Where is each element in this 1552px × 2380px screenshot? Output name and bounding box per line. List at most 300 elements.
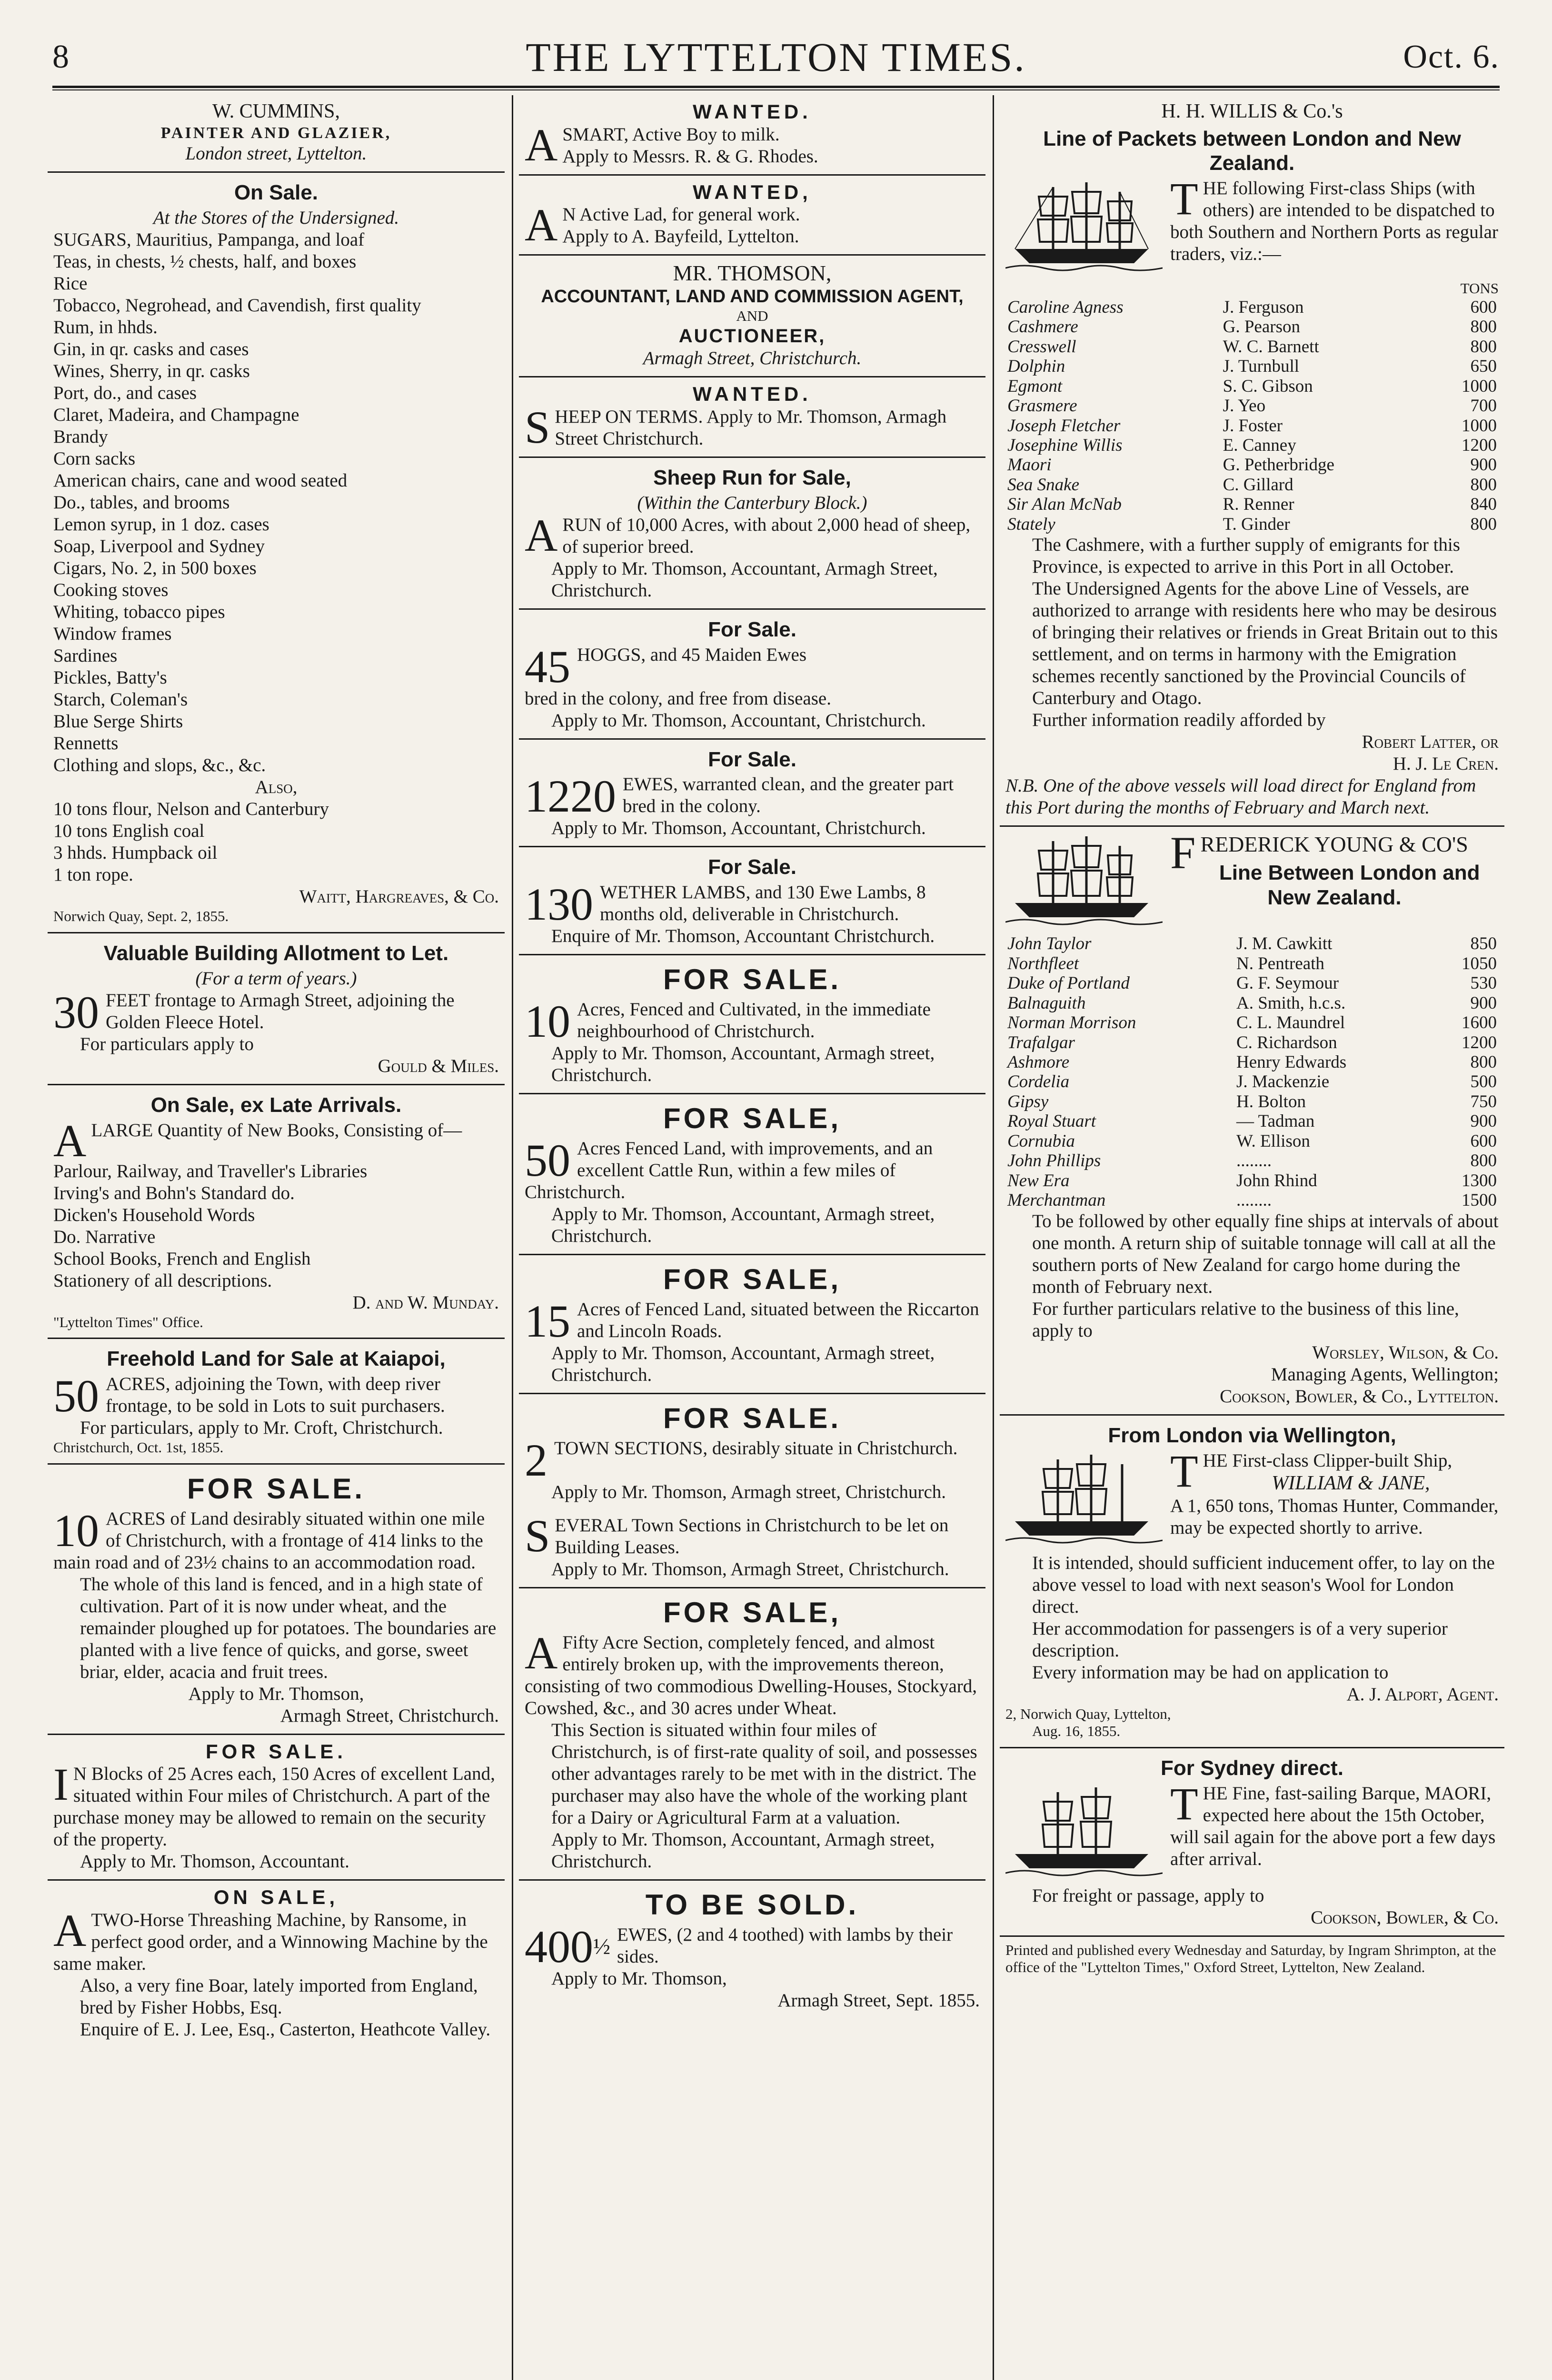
goods-item: Do., tables, and brooms: [53, 492, 230, 513]
ship-master: C. L. Maundrel: [1236, 1013, 1345, 1033]
sailing-ship-icon: [1005, 832, 1163, 927]
ship-tons: 650: [1470, 357, 1497, 377]
goods-item: Brandy: [53, 426, 108, 447]
ship-row: [1005, 515, 1499, 534]
ship-tons: 1300: [1462, 1170, 1497, 1190]
ad-kaiapoi: [48, 1339, 505, 1465]
ship-tons: 800: [1470, 317, 1497, 337]
ship-row: [1005, 475, 1499, 495]
goods-item: Rennetts: [53, 733, 119, 754]
ship-name: Cornubia: [1007, 1131, 1075, 1151]
ad-text: For particulars, apply to Mr. Croft, Christchurch.: [80, 1418, 443, 1438]
advertiser-name: W. CUMMINS,: [212, 100, 340, 122]
ad-apply: Apply to Mr. Thomson, Accountant.: [80, 1851, 349, 1872]
advertiser-and: AND: [736, 307, 768, 325]
advertiser-role: AUCTIONEER,: [678, 325, 826, 347]
ship-row: [1005, 1033, 1499, 1052]
ship-tons: 840: [1470, 495, 1497, 515]
ad-title: TO BE SOLD.: [645, 1888, 859, 1921]
ad-signature: A. J. Alport, Agent.: [1346, 1684, 1499, 1705]
ship-name: Cresswell: [1007, 337, 1076, 357]
ship-name: Stately: [1007, 514, 1055, 534]
ship-row: [1005, 455, 1499, 475]
lead-number: 50: [53, 1370, 99, 1422]
ship-tons: 1000: [1462, 416, 1497, 436]
ship-illustration-icon: [1005, 832, 1163, 932]
goods-item: Rum, in hhds.: [53, 317, 158, 337]
ship-row: [1005, 1171, 1499, 1190]
ship-name: Northfleet: [1007, 953, 1079, 973]
ad-text: The Undersigned Agents for the above Line of Vessels, are authorized to arrange with residents here who may be desirous of bringing their relatives or friends in Great Britain out to this settlement, and on terms in harmony with the Emigration schemes recently sanctioned by the Provincial Councils of Canterbury and Otago.: [1032, 578, 1498, 709]
ad-to-be-sold: [519, 1881, 985, 2018]
ship-master: T. Ginder: [1223, 514, 1290, 534]
goods-item: Teas, in chests, ½ chests, half, and boxes: [53, 251, 357, 272]
ship-tons: 900: [1470, 1111, 1497, 1131]
ad-text: ACRES of Land desirably situated within one mile of Christchurch, with a frontage of 414 links to the main road and of 23½ chains to an accommodation road.: [53, 1508, 485, 1573]
ad-note: N.B. One of the above vessels will load direct for England from this Port during the months of February and March next.: [1005, 775, 1476, 818]
ship-name: Gipsy: [1007, 1091, 1049, 1111]
ship-name: Cordelia: [1007, 1072, 1070, 1092]
imprint: Printed and published every Wednesday and Saturday, by Ingram Shrimpton, at the office of the "Lyttelton Times," Oxford Street, Lyttelton, New Zealand.: [1005, 1941, 1496, 1976]
ship-master: — Tadman: [1236, 1111, 1315, 1131]
ship-master: J. Yeo: [1223, 396, 1266, 416]
drop-cap: I: [53, 1759, 69, 1810]
column-1: [48, 95, 505, 2380]
lead-number: 45: [525, 641, 570, 692]
lead-number: 10: [525, 996, 570, 1047]
advertiser-role: ACCOUNTANT, LAND AND COMMISSION AGENT,: [541, 287, 964, 307]
ship-name: Trafalgar: [1007, 1032, 1075, 1052]
goods-item: Corn sacks: [53, 448, 136, 469]
ship-row: [1005, 416, 1499, 436]
ad-signature: Cookson, Bowler, & Co., Lyttelton.: [1220, 1386, 1499, 1407]
ad-text: To be followed by other equally fine ships at intervals of about one month. A return ship of suitable tonnage will call at all the southern ports of New Zealand for cargo home during the month of February next.: [1032, 1210, 1499, 1297]
ship-master: W. C. Barnett: [1223, 337, 1319, 357]
ad-text: HOGGS, and 45 Maiden Ewes: [577, 644, 807, 665]
ad-text: HE Fine, fast-sailing Barque, MAORI, expected here about the 15th October, will sail again for the above port a few days after arrival.: [1170, 1783, 1496, 1869]
goods-item: 10 tons flour, Nelson and Canterbury: [53, 799, 329, 819]
ad-apply: Enquire of Mr. Thomson, Accountant Christchurch.: [551, 926, 935, 947]
ship-tons: 800: [1470, 337, 1497, 357]
ad-books: [48, 1085, 505, 1339]
ship-name: Maori: [1007, 455, 1052, 475]
lead-number: 30: [53, 986, 99, 1038]
advertiser-name: H. H. WILLIS & Co.'s: [1161, 100, 1343, 122]
ad-title: FOR SALE.: [663, 963, 841, 996]
ad-title: FOR SALE.: [187, 1472, 365, 1505]
ad-subtitle: At the Stores of the Undersigned.: [153, 207, 399, 228]
ad-title: ON SALE,: [213, 1886, 339, 1909]
ad-on-sale-stores: [48, 173, 505, 933]
ship-row: [1005, 337, 1499, 357]
drop-cap: A: [53, 1904, 87, 1956]
ad-fifteen-acres: [519, 1255, 985, 1394]
ship-row: [1005, 377, 1499, 396]
ad-text: This Section is situated within four miles of Christchurch, is of first-rate quality of soil, and possesses other advantages rarely to be met with in the district. The purchaser may also have the whole of the working plant for a Dairy or Agricultural Farm at a valuation.: [551, 1719, 977, 1828]
ad-willis-packets: [1000, 95, 1504, 827]
book-list: [53, 1160, 499, 1292]
goods-item: Claret, Madeira, and Champagne: [53, 404, 299, 425]
ad-text: bred in the colony, and free from disease.: [525, 688, 831, 709]
ship-table: [1005, 298, 1499, 534]
goods-item: 3 hhds. Humpback oil: [53, 843, 218, 863]
ad-title: Line Between London and New Zealand.: [1219, 861, 1480, 909]
ad-text: EWES, (2 and 4 toothed) with lambs by their sides.: [617, 1924, 953, 1967]
ad-apply: Apply to Mr. Thomson, Accountant, Christchurch.: [551, 818, 926, 839]
ad-apply: Apply to Mr. Thomson,: [188, 1683, 364, 1704]
ship-illustration-icon: [1005, 178, 1163, 278]
ad-apply: Apply to Mr. Thomson, Accountant, Christchurch.: [551, 710, 926, 731]
ad-text: FEET frontage to Armagh Street, adjoining the Golden Fleece Hotel.: [106, 990, 455, 1032]
ship-master: W. Ellison: [1236, 1131, 1310, 1151]
ship-master: J. Turnbull: [1223, 357, 1300, 377]
ship-master: E. Canney: [1223, 436, 1296, 456]
ad-text: Her accommodation for passengers is of a very superior description.: [1032, 1618, 1448, 1661]
sailing-ship-icon: [1005, 1450, 1163, 1545]
ship-name: Ashmore: [1007, 1052, 1070, 1072]
ad-signature: Gould & Miles.: [378, 1055, 499, 1076]
book-item: Irving's and Bohn's Standard do.: [53, 1182, 295, 1203]
ad-title: WANTED,: [693, 180, 812, 203]
ship-master: C. Gillard: [1223, 475, 1293, 495]
ad-apply: Apply to Mr. Thomson, Accountant, Armagh street, Christchurch.: [551, 1043, 935, 1086]
ad-apply: Apply to Mr. Thomson, Accountant, Armagh street, Christchurch.: [551, 1204, 935, 1247]
ship-master: ........: [1236, 1190, 1272, 1210]
ad-dateline: Norwich Quay, Sept. 2, 1855.: [53, 908, 229, 925]
ad-text: The Cashmere, with a further supply of emigrants for this Province, is expected to arrive in this Port in all October.: [1032, 535, 1460, 577]
ship-master: ........: [1236, 1151, 1272, 1171]
ad-signature: Waitt, Hargreaves, & Co.: [299, 886, 499, 907]
goods-item: Sardines: [53, 645, 118, 666]
ad-several-sections: [519, 1510, 985, 1588]
goods-item: Port, do., and cases: [53, 382, 197, 403]
ad-text: WETHER LAMBS, and 130 Ewe Lambs, 8 months old, deliverable in Christchurch.: [600, 882, 926, 925]
lead-number: 130: [525, 879, 593, 930]
also-label: Also,: [255, 776, 298, 797]
ad-text: The whole of this land is fenced, and in a high state of cultivation. Part of it is now under wheat, and the remainder ploughed up for potatoes. The boundaries are planted with a live fence of quicks, and gorse, sweet briar, elder, acacia and fruit trees.: [80, 1574, 497, 1682]
ship-row: [1005, 1111, 1499, 1131]
lead-number-fraction: ½: [593, 1934, 610, 1959]
ship-master: H. Bolton: [1236, 1091, 1306, 1111]
ad-apply: Apply to Mr. Thomson,: [551, 1968, 727, 1989]
ad-wanted-boy: [519, 95, 985, 176]
goods-item: 10 tons English coal: [53, 821, 205, 842]
ad-title: Valuable Building Allotment to Let.: [103, 941, 449, 965]
ship-row: [1005, 973, 1499, 993]
ad-title: FOR SALE,: [663, 1263, 841, 1296]
advertiser-name: MR. THOMSON,: [673, 261, 832, 286]
ad-two-town-sections: [519, 1394, 985, 1510]
ad-address: Armagh Street, Christchurch.: [280, 1705, 499, 1726]
drop-cap: T: [1170, 173, 1198, 225]
ship-row: [1005, 357, 1499, 376]
column-3: [1000, 95, 1504, 2380]
ad-text: TOWN SECTIONS, desirably situate in Christchurch.: [554, 1438, 958, 1458]
ad-thrashing-machine: [48, 1881, 505, 2047]
advertiser-name: REDERICK YOUNG & CO'S: [1200, 832, 1468, 857]
ship-row: [1005, 436, 1499, 455]
ship-illustration-icon: [1005, 1450, 1163, 1550]
ad-text: ACRES, adjoining the Town, with deep river frontage, to be sold in Lots to suit purchasers.: [106, 1374, 445, 1417]
goods-item: Starch, Coleman's: [53, 689, 188, 710]
ad-title: WANTED.: [693, 100, 812, 123]
ship-name: Dolphin: [1007, 357, 1065, 377]
ship-name: Joseph Fletcher: [1007, 416, 1121, 436]
ad-title: For Sale.: [708, 617, 796, 641]
ad-title: FOR SALE,: [663, 1102, 841, 1135]
ad-title: For Sydney direct.: [1161, 1756, 1343, 1780]
ship-name: Cashmere: [1007, 317, 1078, 337]
goods-item: Lemon syrup, in 1 doz. cases: [53, 514, 269, 535]
goods-item: Cooking stoves: [53, 579, 169, 600]
ship-table: [1005, 934, 1499, 1210]
ad-title: FOR SALE.: [205, 1740, 347, 1763]
ship-tons: 800: [1470, 1151, 1497, 1171]
ship-tons: 800: [1470, 514, 1497, 534]
ad-title: Line of Packets between London and New Zealand.: [1043, 127, 1461, 175]
ship-master: A. Smith, h.c.s.: [1236, 993, 1346, 1013]
ship-name: Merchantman: [1007, 1190, 1106, 1210]
goods-item: SUGARS, Mauritius, Pampanga, and loaf: [53, 229, 365, 250]
ad-text: HE First-class Clipper-built Ship,: [1203, 1450, 1453, 1471]
ad-text: TWO-Horse Threashing Machine, by Ransome, in perfect good order, and a Winnowing Machine by the same maker.: [53, 1909, 488, 1974]
ad-fifty-acre-section: [519, 1588, 985, 1881]
goods-list-also: [53, 798, 499, 886]
ship-name: Norman Morrison: [1007, 1013, 1136, 1033]
ad-text: Acres of Fenced Land, situated between the Riccarton and Lincoln Roads.: [577, 1299, 979, 1341]
issue-date: Oct. 6.: [1403, 39, 1500, 75]
ad-apply: Apply to Mr. Thomson, Accountant, Armagh Street, Christchurch.: [551, 558, 938, 601]
ad-ten-acres: [48, 1465, 505, 1735]
masthead-rule: [52, 89, 1500, 90]
ad-text: Fifty Acre Section, completely fenced, and almost entirely broken up, with the improvements thereon, consisting of two commodious Dwelling-Houses, Stockyard, Cowshed, &c., and 30 acres under Wheat.: [525, 1632, 977, 1718]
ship-row: [1005, 495, 1499, 514]
ship-master: G. F. Seymour: [1236, 973, 1339, 993]
ship-tons: 900: [1470, 455, 1497, 475]
ad-dateline: "Lyttelton Times" Office.: [53, 1313, 203, 1330]
ad-apply: Apply to Mr. Thomson, Accountant, Armagh street, Christchurch.: [551, 1829, 935, 1872]
ad-text: Every information may be had on application to: [1032, 1662, 1389, 1683]
ad-text: RUN of 10,000 Acres, with about 2,000 head of sheep, of superior breed.: [562, 514, 971, 557]
ad-title: On Sale, ex Late Arrivals.: [150, 1093, 402, 1117]
ad-title: Sheep Run for Sale,: [653, 466, 851, 489]
ad-text: Also, a very fine Boar, lately imported from England, bred by Fisher Hobbs, Esq.: [80, 1975, 478, 2018]
book-item: Dicken's Household Words: [53, 1204, 255, 1225]
ship-name: Royal Stuart: [1007, 1111, 1096, 1131]
ship-tons: 800: [1470, 1052, 1497, 1072]
ship-row: [1005, 993, 1499, 1013]
ship-tons: 700: [1470, 396, 1497, 416]
ad-title: FOR SALE.: [663, 1402, 841, 1435]
ad-address: Armagh Street, Sept. 1855.: [777, 1990, 980, 2011]
column-divider: [993, 95, 994, 2380]
drop-cap: A: [53, 1115, 87, 1166]
ad-dateline: Aug. 16, 1855.: [1032, 1723, 1121, 1740]
ship-name: Duke of Portland: [1007, 973, 1130, 993]
lead-number: 15: [525, 1295, 570, 1347]
ship-tons: 850: [1470, 934, 1497, 954]
drop-cap: A: [525, 1627, 558, 1678]
ship-tons: 750: [1470, 1091, 1497, 1111]
ad-cummins: [48, 95, 505, 173]
ad-text: Acres Fenced Land, with improvements, and an excellent Cattle Run, within a few miles of Christchurch.: [525, 1138, 933, 1203]
ship-master: G. Petherbridge: [1223, 455, 1334, 475]
ship-row: [1005, 954, 1499, 973]
ad-text: HE following First-class Ships (with others) are intended to be dispatched to both Southern and Northern Ports as regular traders, viz.:—: [1170, 178, 1498, 265]
ship-row: [1005, 396, 1499, 416]
goods-item: Whiting, tobacco pipes: [53, 601, 225, 622]
ad-title: WANTED.: [693, 383, 812, 406]
ship-tons: 1200: [1462, 436, 1497, 456]
ad-signature: Managing Agents, Wellington;: [1271, 1364, 1499, 1385]
ad-text: SMART, Active Boy to milk.: [562, 124, 780, 145]
column-2: [519, 95, 985, 2380]
ship-row: [1005, 1092, 1499, 1111]
tons-label: TONS: [1460, 280, 1499, 297]
ship-name: Egmont: [1007, 376, 1063, 396]
ship-name: Caroline Agness: [1007, 297, 1124, 317]
ship-master: J. Mackenzie: [1236, 1072, 1330, 1092]
ad-fifty-acres: [519, 1094, 985, 1255]
ad-apply: Apply to Mr. Thomson, Accountant, Armagh street, Christchurch.: [551, 1343, 935, 1386]
ad-text: EWES, warranted clean, and the greater part bred in the colony.: [623, 774, 954, 817]
goods-item: Cigars, No. 2, in 500 boxes: [53, 557, 257, 578]
goods-item: Gin, in qr. casks and cases: [53, 338, 249, 359]
ad-1220-ewes: [519, 740, 985, 848]
ad-text: N Blocks of 25 Acres each, 150 Acres of excellent Land, situated within Four miles of Christchurch. A part of the purchase money may be allowed to remain on the security of the property.: [53, 1764, 495, 1850]
ad-ten-fenced: [519, 955, 985, 1094]
ship-tons: 1600: [1462, 1013, 1497, 1033]
ad-text: It is intended, should sufficient inducement offer, to lay on the above vessel to load with next season's Wool for London direct.: [1032, 1552, 1495, 1617]
ship-master: J. M. Cawkitt: [1236, 934, 1333, 954]
ad-william-and-jane: [1000, 1416, 1504, 1748]
ad-subtitle: (For a term of years.): [195, 968, 357, 989]
drop-cap: S: [525, 401, 550, 453]
ship-row: [1005, 1013, 1499, 1032]
ad-dateline: Christchurch, Oct. 1st, 1855.: [53, 1439, 224, 1456]
ad-text: LARGE Quantity of New Books, Consisting of—: [91, 1120, 462, 1140]
drop-cap: T: [1170, 1778, 1198, 1829]
ad-apply: Apply to Messrs. R. & G. Rhodes.: [562, 146, 818, 167]
ad-title: From London via Wellington,: [1108, 1423, 1396, 1447]
ship-name: WILLIAM & JANE,: [1272, 1472, 1430, 1494]
ad-wanted-sheep: [519, 377, 985, 458]
ship-row: [1005, 298, 1499, 317]
ad-sydney-direct: [1000, 1748, 1504, 1937]
ad-text: For particulars apply to: [80, 1033, 254, 1054]
ad-sheep-run: [519, 458, 985, 610]
ad-thomson-card: [519, 256, 985, 377]
drop-cap: S: [525, 1510, 550, 1561]
ship-name: John Phillips: [1007, 1151, 1101, 1171]
ad-text: Acres, Fenced and Cultivated, in the immediate neighbourhood of Christchurch.: [577, 999, 931, 1042]
ship-name: Balnaguith: [1007, 993, 1086, 1013]
book-item: Do. Narrative: [53, 1226, 156, 1247]
goods-item: Rice: [53, 273, 88, 294]
ship-tons: 800: [1470, 475, 1497, 495]
ad-apply: Apply to A. Bayfeild, Lyttelton.: [562, 226, 799, 247]
ship-row: [1005, 317, 1499, 337]
advertiser-address: London street, Lyttelton.: [185, 143, 367, 164]
book-item: Parlour, Railway, and Traveller's Libraries: [53, 1160, 368, 1181]
ad-signature: Robert Latter, or: [1362, 732, 1499, 753]
drop-cap: T: [1170, 1445, 1198, 1497]
goods-item: 1 ton rope.: [53, 864, 133, 885]
column-divider: [512, 95, 513, 2380]
ship-tons: 1050: [1462, 953, 1497, 973]
ad-text: Further information readily afforded by: [1032, 710, 1326, 731]
ship-master: C. Richardson: [1236, 1032, 1337, 1052]
goods-list: [53, 229, 499, 776]
ship-name: Grasmere: [1007, 396, 1077, 416]
ad-text: Enquire of E. J. Lee, Esq., Casterton, Heathcote Valley.: [80, 2019, 491, 2040]
lead-number-value: 400: [525, 1921, 593, 1972]
goods-item: Pickles, Batty's: [53, 667, 167, 688]
ship-row: [1005, 934, 1499, 953]
ship-master: John Rhind: [1236, 1170, 1317, 1190]
ad-title: For Sale.: [708, 747, 796, 771]
ad-title: On Sale.: [234, 180, 318, 204]
sailing-ship-icon: [1005, 1783, 1163, 1878]
ad-text: N Active Lad, for general work.: [562, 204, 800, 225]
ship-illustration-icon: [1005, 1783, 1163, 1883]
ad-title: For Sale.: [708, 855, 796, 879]
ad-building-allotment: [48, 933, 505, 1085]
ship-name: Sea Snake: [1007, 475, 1080, 495]
ship-row: [1005, 1151, 1499, 1170]
ship-name: Josephine Willis: [1007, 436, 1123, 456]
ship-tons: 1500: [1462, 1190, 1497, 1210]
goods-item: Soap, Liverpool and Sydney: [53, 536, 265, 556]
ship-tons: 600: [1470, 1131, 1497, 1151]
drop-cap: A: [525, 119, 558, 170]
ship-name: Sir Alan McNab: [1007, 495, 1122, 515]
ship-master: N. Pentreath: [1236, 953, 1324, 973]
ad-text: For further particulars relative to the business of this line, apply to: [1032, 1298, 1459, 1341]
ad-signature: Cookson, Bowler, & Co.: [1311, 1907, 1499, 1928]
ad-signature: D. and W. Munday.: [352, 1292, 499, 1313]
ship-tons: 600: [1470, 297, 1497, 317]
goods-item: Blue Serge Shirts: [53, 711, 183, 732]
drop-cap: A: [525, 509, 558, 561]
ship-row: [1005, 1190, 1499, 1210]
ad-text: HEEP ON TERMS. Apply to Mr. Thomson, Armagh Street Christchurch.: [555, 406, 947, 449]
ad-subtitle: (Within the Canterbury Block.): [637, 492, 867, 513]
goods-item: American chairs, cane and wood seated: [53, 470, 348, 491]
ad-text: For freight or passage, apply to: [1032, 1885, 1264, 1906]
goods-item: Clothing and slops, &c., &c.: [53, 754, 266, 775]
book-item: Stationery of all descriptions.: [53, 1270, 272, 1291]
ship-tons: 1200: [1462, 1032, 1497, 1052]
ship-tons: 1000: [1462, 376, 1497, 396]
ship-tons: 900: [1470, 993, 1497, 1013]
ship-master: G. Pearson: [1223, 317, 1300, 337]
lead-number: 2: [525, 1434, 547, 1486]
ship-row: [1005, 1131, 1499, 1151]
lead-number: 10: [53, 1505, 99, 1556]
book-item: School Books, French and English: [53, 1248, 311, 1269]
ship-master: J. Ferguson: [1223, 297, 1304, 317]
lead-number: [525, 1921, 610, 1972]
ad-signature: H. J. Le Cren.: [1393, 754, 1499, 774]
ad-wanted-lad: [519, 176, 985, 256]
newspaper-title: THE LYTTELTON TIMES.: [526, 34, 1026, 80]
ad-frederick-young: [1000, 827, 1504, 1415]
advertiser-trade: PAINTER AND GLAZIER,: [160, 124, 392, 142]
ad-text: A 1, 650 tons, Thomas Hunter, Commander, may be expected shortly to arrive.: [1170, 1496, 1499, 1538]
ad-signature: Worsley, Wilson, & Co.: [1312, 1342, 1499, 1363]
ship-master: R. Renner: [1223, 495, 1294, 515]
